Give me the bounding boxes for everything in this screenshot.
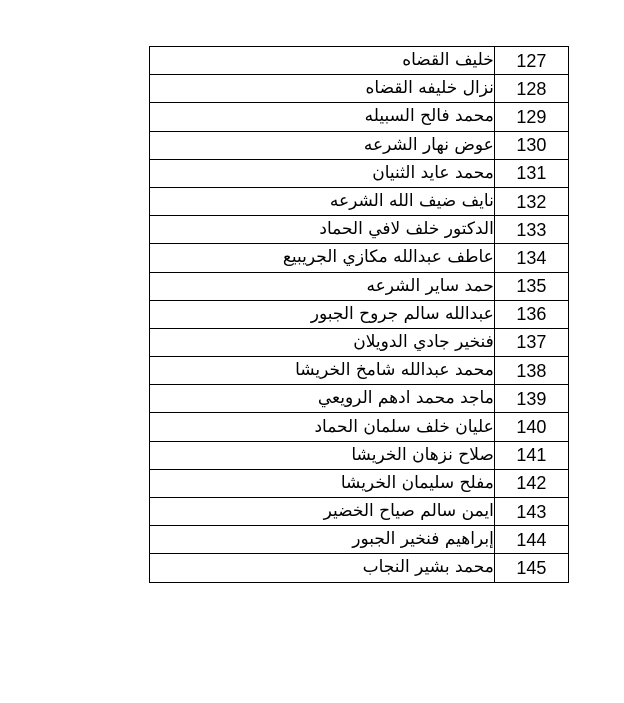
name-cell: محمد فالح السبيله xyxy=(150,103,495,131)
name-cell: ماجد محمد ادهم الرويعي xyxy=(150,385,495,413)
table-row xyxy=(150,413,569,441)
table-row xyxy=(150,131,569,159)
number-cell: 142 xyxy=(494,469,568,497)
name-cell: عوض نهار الشرعه xyxy=(150,131,495,159)
table-row xyxy=(150,216,569,244)
number-cell: 138 xyxy=(494,357,568,385)
name-cell: نزال خليفه القضاه xyxy=(150,75,495,103)
number-cell: 145 xyxy=(494,554,568,582)
number-cell: 143 xyxy=(494,498,568,526)
table-row xyxy=(150,526,569,554)
table-row xyxy=(150,357,569,385)
name-cell: الدكتور خلف لافي الحماد xyxy=(150,216,495,244)
table-row xyxy=(150,103,569,131)
table-row xyxy=(150,272,569,300)
number-cell: 144 xyxy=(494,526,568,554)
name-cell: خليف القضاه xyxy=(150,47,495,75)
number-cell: 131 xyxy=(494,159,568,187)
number-cell: 130 xyxy=(494,131,568,159)
name-cell: نايف ضيف الله الشرعه xyxy=(150,187,495,215)
name-cell: صلاح نزهان الخريشا xyxy=(150,441,495,469)
name-cell: محمد عايد الثنيان xyxy=(150,159,495,187)
name-cell: حمد ساير الشرعه xyxy=(150,272,495,300)
name-cell: محمد بشير النجاب xyxy=(150,554,495,582)
number-cell: 139 xyxy=(494,385,568,413)
table-row xyxy=(150,498,569,526)
table-row xyxy=(150,159,569,187)
number-cell: 127 xyxy=(494,47,568,75)
name-cell: محمد عبدالله شامخ الخريشا xyxy=(150,357,495,385)
table-row xyxy=(150,554,569,582)
name-cell: فنخير جادي الدويلان xyxy=(150,328,495,356)
number-cell: 133 xyxy=(494,216,568,244)
table-row xyxy=(150,187,569,215)
table-row xyxy=(150,75,569,103)
name-cell: مفلح سليمان الخريشا xyxy=(150,469,495,497)
table-row xyxy=(150,441,569,469)
number-cell: 140 xyxy=(494,413,568,441)
number-cell: 141 xyxy=(494,441,568,469)
name-cell: ايمن سالم صياح الخضير xyxy=(150,498,495,526)
number-cell: 128 xyxy=(494,75,568,103)
names-table xyxy=(149,46,569,583)
name-cell: عبدالله سالم جروح الجبور xyxy=(150,300,495,328)
table-row xyxy=(150,469,569,497)
table-row xyxy=(150,47,569,75)
table-row xyxy=(150,300,569,328)
number-cell: 132 xyxy=(494,187,568,215)
number-cell: 137 xyxy=(494,328,568,356)
table-row xyxy=(150,385,569,413)
name-cell: عليان خلف سلمان الحماد xyxy=(150,413,495,441)
number-cell: 135 xyxy=(494,272,568,300)
table-row xyxy=(150,244,569,272)
number-cell: 129 xyxy=(494,103,568,131)
number-cell: 134 xyxy=(494,244,568,272)
number-cell: 136 xyxy=(494,300,568,328)
name-cell: عاطف عبدالله مكازي الجريبيع xyxy=(150,244,495,272)
name-cell: إبراهيم فنخير الجبور xyxy=(150,526,495,554)
names-table-body xyxy=(150,47,569,583)
table-row xyxy=(150,328,569,356)
